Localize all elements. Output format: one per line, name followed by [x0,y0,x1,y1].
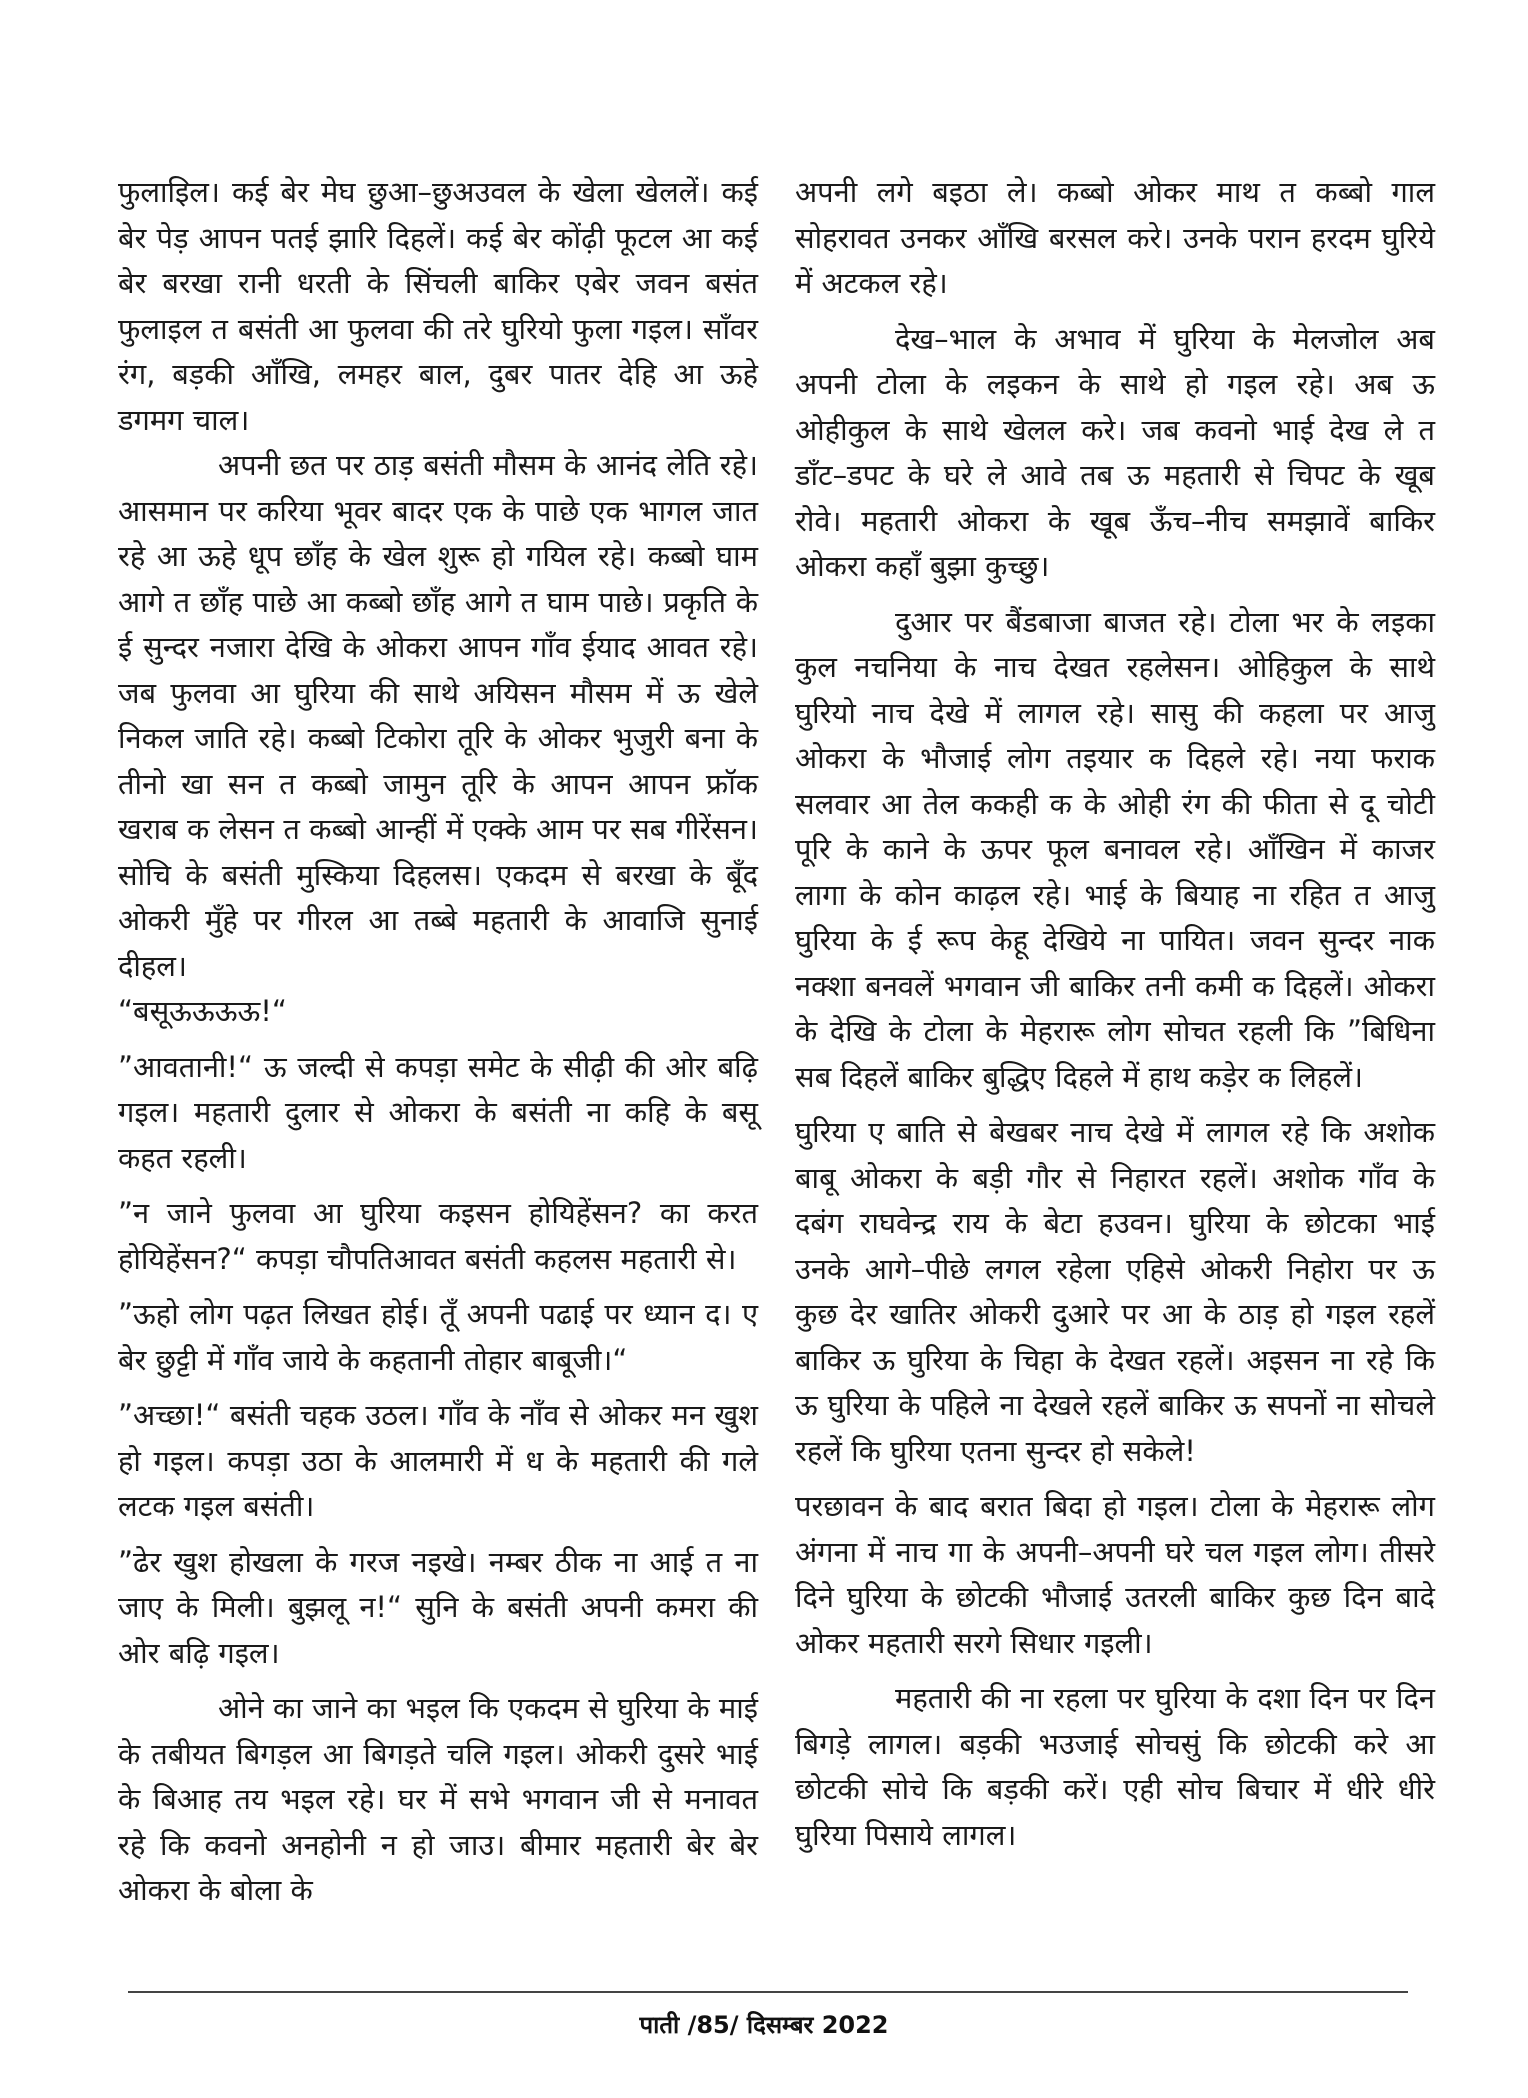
paragraph: परछावन के बाद बरात बिदा हो गइल। टोला के मेहरारू लोग अंगना में नाच गा के अपनी–अपनी घरे चल गइल लोग। तीसरे दिने घुरिया के छोटकी भौजाई उतरली बाकिर कुछ दिन बादे ओकर महतारी सरगे सिधार गइली। [795,1489,1435,1660]
paragraph: ”ऊहो लोग पढ़त लिखत होई। तूँ अपनी पढाई पर ध्यान द। ए बेर छुट्टी में गाँव जाये के कहतानी तोहार बाबूजी।“ [118,1297,758,1377]
paragraph: देख–भाल के अभाव में घुरिया के मेलजोल अब अपनी टोला के लइकन के साथे हो गइल रहे। अब ऊ ओहीकुल के साथे खेलल करे। जब कवनो भाई देख ले त डाँट–डपट के घरे ले आवे तब ऊ महतारी से चिपट के खूब रोवे। महतारी ओकरा के खूब ऊँच–नीच समझावें बाकिर ओकरा कहाँ बुझा कुच्छु। [795,321,1435,583]
paragraph: “बसूऊऊऊऊ!“ [118,994,287,1028]
paragraph: घुरिया ए बाति से बेखबर नाच देखे में लागल रहे कि अशोक बाबू ओकरा के बड़ी गौर से निहारत रहलें। अशोक गाँव के दबंग राघवेन्द्र राय के बेटा हउवन। घुरिया के छोटका भाई उनके आगे–पीछे लगल रहेला एहिसे ओकरी निहोरा पर ऊ कुछ देर खातिर ओकरी दुआरे पर आ के ठाड़ हो गइल रहलें बाकिर ऊ घुरिया के चिहा के देखत रहलें। अइसन ना रहे कि ऊ घुरिया के पहिले ना देखले रहलें बाकिर ऊ सपनों ना सोचले रहलें कि घुरिया एतना सुन्दर हो सकेले! [795,1115,1435,1468]
paragraph: ”अच्छा!“ बसंती चहक उठल। गाँव के नाँव से ओकर मन खुश हो गइल। कपड़ा उठा के आलमारी में ध के महतारी की गले लटक गइल बसंती। [118,1398,758,1523]
page-footer: पाती /85/ दिसम्बर 2022 [639,2011,889,2039]
left-text-column [118,170,758,1914]
paragraph: ओने का जाने का भइल कि एकदम से घुरिया के माई के तबीयत बिगड़ल आ बिगड़ते चलि गइल। ओकरी दुसरे भाई के बिआह तय भइल रहे। घर में सभे भगवान जी से मनावत रहे कि कवनो अनहोनी न हो जाउ। बीमार महतारी बेर बेर ओकरा के बोला के [118,1691,758,1907]
paragraph: फुलाइिल। कई बेर मेघ छुआ–छुअउवल के खेला खेललें। कई बेर पेड़ आपन पतई झारि दिहलें। कई बेर कोंढ़ी फूटल आ कई बेर बरखा रानी धरती के सिंचली बाकिर एबेर जवन बसंत फुलाइल त बसंती आ फुलवा की तरे घुरियो फुला गइल। साँवर रंग, बड़की आँखि, लमहर बाल, दुबर पातर देहि आ ऊहे डगमग चाल। [118,175,758,437]
paragraph: अपनी लगे बइठा ले। कब्बो ओकर माथ त कब्बो गाल सोहरावत उनकर आँखि बरसल करे। उनके परान हरदम घुरिये में अटकल रहे। [795,175,1435,300]
footer-rule [128,1991,1408,1993]
right-text-column [795,170,1435,1858]
paragraph: ”आवतानी!“ ऊ जल्दी से कपड़ा समेट के सीढ़ी की ओर बढ़ि गइल। महतारी दुलार से ओकरा के बसंती ना कहि के बसू कहत रहली। [118,1049,758,1175]
paragraph: ”न जाने फुलवा आ घुरिया कइसन होयिहेंसन? का करत होयिहेंसन?“ कपड़ा चौपतिआवत बसंती कहलस महतारी से। [118,1196,758,1276]
paragraph: अपनी छत पर ठाड़ बसंती मौसम के आनंद लेति रहे। आसमान पर करिया भूवर बादर एक के पाछे एक भागल जात रहे आ ऊहे धूप छाँह के खेल शुरू हो गयिल रहे। कब्बो घाम आगे त छाँह पाछे आ कब्बो छाँह आगे त घाम पाछे। प्रकृति के ई सुन्दर नजारा देखि के ओकरा आपन गाँव ईयाद आवत रहे। जब फुलवा आ घुरिया की साथे अयिसन मौसम में ऊ खेले निकल जाति रहे। कब्बो टिकोरा तूरि के ओकर भुजुरी बना के तीनो खा सन त कब्बो जामुन तूरि के आपन आपन फ्रॉक खराब क लेसन त कब्बो आन्हीं में एक्के आम पर सब गीरेंसन। सोचि के बसंती मुस्किया दिहलस। एकदम से बरखा के बूँद ओकरी मुँहे पर गीरल आ तब्बे महतारी के आवाजि सुनाई दीहल। [118,448,758,983]
paragraph: दुआर पर बैंडबाजा बाजत रहे। टोला भर के लइका कुल नचनिया के नाच देखत रहलेसन। ओहिकुल के साथे घुरियो नाच देखे में लागल रहे। सासु की कहला पर आजु ओकरा के भौजाई लोग तइयार क दिहले रहे। नया फराक सलवार आ तेल ककही क के ओही रंग की फीता से दू चोटी पूरि के काने के ऊपर फूल बनावल रहे। आँखिन में काजर लागा के कोन काढ़ल रहे। भाई के बियाह ना रहित त आजु घुरिया के ई रूप केहू देखिये ना पायित। जवन सुन्दर नाक नक्शा बनवलें भगवान जी बाकिर तनी कमी क दिहलें। ओकरा के देखि के टोला के मेहरारू लोग सोचत रहली कि ”बिधिना सब दिहलें बाकिर बुद्धिए दिहले में हाथ कड़ेर क लिहलें। [795,604,1435,1094]
paragraph: ”ढेर खुश होखला के गरज नइखे। नम्बर ठीक ना आई त ना जाए के मिली। बुझलू न!“ सुनि के बसंती अपनी कमरा की ओर बढ़ि गइल। [118,1544,758,1670]
paragraph: महतारी की ना रहला पर घुरिया के दशा दिन पर दिन बिगड़े लागल। बड़की भउजाई सोचसुं कि छोटकी करे आ छोटकी सोचे कि बड़की करें। एही सोच बिचार में धीरे धीरे घुरिया पिसाये लागल। [795,1681,1435,1852]
